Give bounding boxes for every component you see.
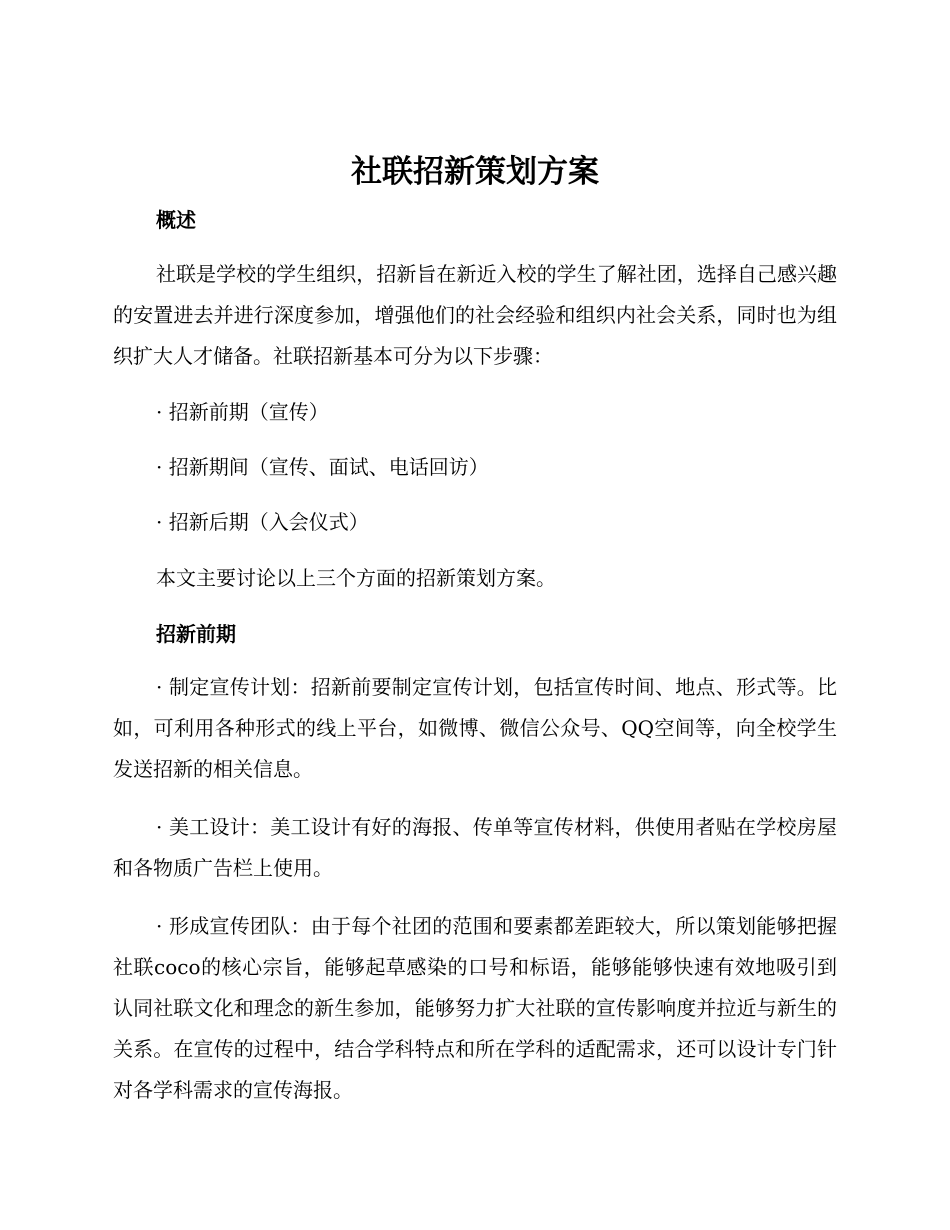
pre-recruitment-item: · 制定宣传计划：招新前要制定宣传计划，包括宣传时间、地点、形式等。比如，可利用各种形式的线上平台，如微博、微信公众号、QQ空间等，向全校学生发送招新的相关信息。 (113, 675, 837, 781)
pre-recruitment-item: · 形成宣传团队：由于每个社团的范围和要素都差距较大，所以策划能够把握社联coco的核心宗旨，能够起草感染的口号和标语，能够能够快速有效地吸引到认同社联文化和理念的新生参加，能够努力扩大社联的宣传影响度并拉近与新生的关系。在宣传的过程中，结合学科特点和所在学科的适配需求，还可以设计专门针对各学科需求的宣传海报。 (113, 914, 837, 1102)
pre-recruitment-item: · 美工设计：美工设计有好的海报、传单等宣传材料，供使用者贴在学校房屋和各物质广告栏上使用。 (113, 815, 837, 880)
step-item: · 招新前期（宣传） (156, 400, 329, 424)
overview-paragraph: 社联是学校的学生组织，招新旨在新近入校的学生了解社团，选择自己感兴趣的安置进去并进行深度参加，增强他们的社会经验和组织内社会关系，同时也为组织扩大人才储备。社联招新基本可分为以下步骤： (113, 262, 837, 368)
section-heading-pre-recruitment: 招新前期 (156, 622, 236, 646)
overview-closing: 本文主要讨论以上三个方面的招新策划方案。 (156, 566, 556, 590)
step-item: · 招新期间（宣传、面试、电话回访） (156, 455, 489, 479)
section-heading-overview: 概述 (156, 208, 196, 232)
document-title: 社联招新策划方案 (351, 154, 599, 190)
step-item: · 招新后期（入会仪式） (156, 510, 369, 534)
